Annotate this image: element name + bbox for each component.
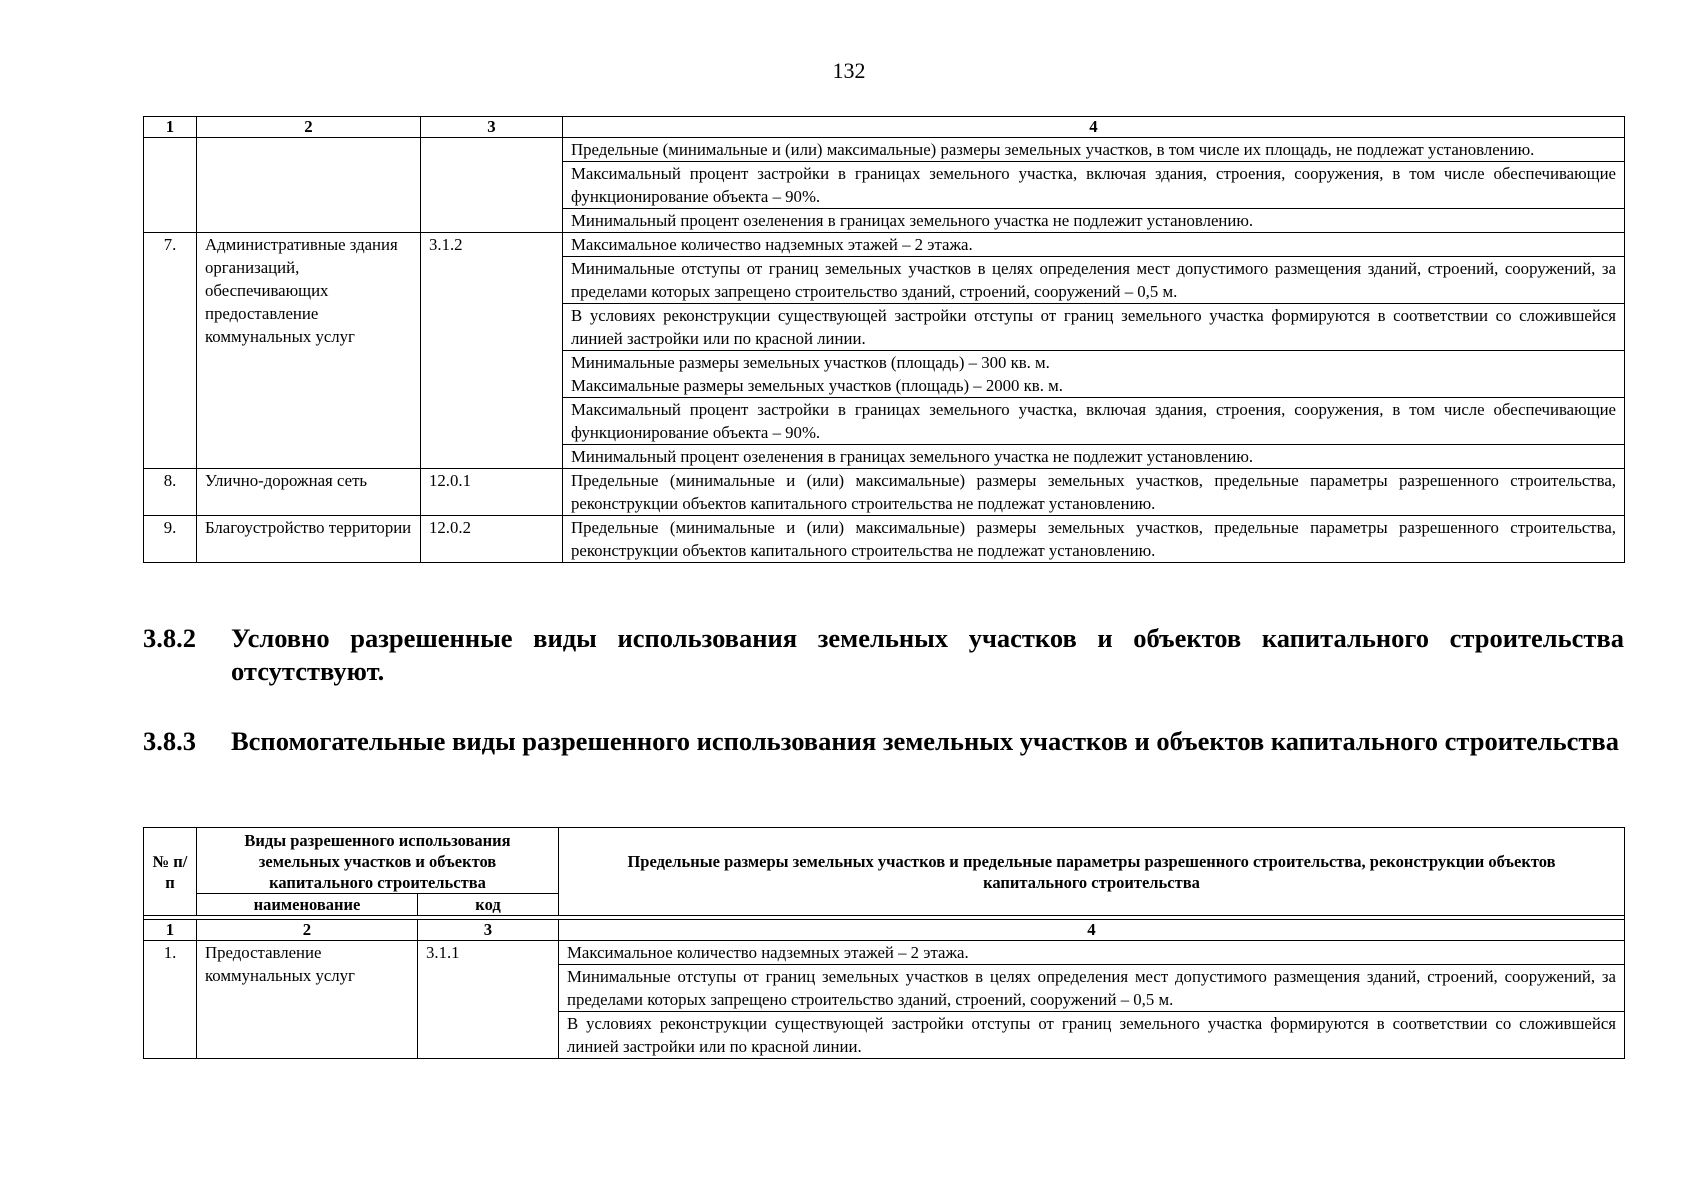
section-number: 3.8.2 <box>143 623 196 653</box>
use-name: Улично-дорожная сеть <box>197 469 421 516</box>
section-number: 3.8.3 <box>143 726 196 756</box>
param-cell: Минимальный процент озеленения в границах земельного участка не подлежит установлению. <box>563 209 1625 233</box>
column-number: 1 <box>144 117 197 138</box>
use-name: Административные здания организаций, обеспечивающих предоставление коммунальных услуг <box>197 233 421 469</box>
header-name: наименование <box>197 894 418 916</box>
use-name: Благоустройство территории <box>197 516 421 563</box>
param-cell: В условиях реконструкции существующей застройки отступы от границ земельного участка формируются в соответствии со сложившейся линией застройки или по красной линии. <box>563 304 1625 351</box>
param-cell: Максимальное количество надземных этажей – 2 этажа. <box>563 233 1625 257</box>
column-number: 1 <box>144 920 197 941</box>
param-cell: Предельные (минимальные и (или) максимальные) размеры земельных участков, в том числе их площадь, не подлежат установлению. <box>563 138 1625 162</box>
row-number: 8. <box>144 469 197 516</box>
use-code: 12.0.2 <box>421 516 563 563</box>
param-cell: Минимальные отступы от границ земельных участков в целях определения мест допустимого размещения зданий, строений, сооружений, за пределами которых запрещено строительство зданий, строений, сооружений – 0,5 м. <box>559 965 1625 1012</box>
table-row <box>144 233 1625 257</box>
param-cell: Минимальный процент озеленения в границах земельного участка не подлежит установлению. <box>563 445 1625 469</box>
row-number: 7. <box>144 233 197 469</box>
param-cell: Максимальный процент застройки в границах земельного участка, включая здания, строения, сооружения, в том числе обеспечивающие функционирование объекта – 90%. <box>563 398 1625 445</box>
header-limits: Предельные размеры земельных участков и предельные параметры разрешенного строительства, реконструкции объектов капитального строительства <box>559 828 1625 916</box>
column-number: 2 <box>197 117 421 138</box>
param-line: Максимальные размеры земельных участков (площадь) – 2000 кв. м. <box>571 376 1063 395</box>
table-row <box>144 138 1625 162</box>
column-number: 4 <box>559 920 1625 941</box>
header-number: № п/п <box>144 828 197 916</box>
column-number: 3 <box>421 117 563 138</box>
param-cell <box>563 351 1625 398</box>
auxiliary-uses-table <box>143 827 1625 1059</box>
column-number: 2 <box>197 920 418 941</box>
row-number: 9. <box>144 516 197 563</box>
column-number-row <box>144 920 1625 941</box>
section-heading-3-8-2 <box>143 622 1624 688</box>
use-code: 3.1.2 <box>421 233 563 469</box>
param-cell: Предельные (минимальные и (или) максимальные) размеры земельных участков, предельные параметры разрешенного строительства, реконструкции объектов капитального строительства не подлежат установлению. <box>563 516 1625 563</box>
param-cell: В условиях реконструкции существующей застройки отступы от границ земельного участка формируются в соответствии со сложившейся линией застройки или по красной линии. <box>559 1012 1625 1059</box>
table-row <box>144 469 1625 516</box>
section-heading-3-8-3 <box>143 725 1624 758</box>
main-uses-table <box>143 116 1625 563</box>
section-title: Условно разрешенные виды использования земельных участков и объектов капитального строительства отсутствуют. <box>231 623 1624 686</box>
column-number: 3 <box>418 920 559 941</box>
param-cell: Предельные (минимальные и (или) максимальные) размеры земельных участков, предельные параметры разрешенного строительства, реконструкции объектов капитального строительства не подлежат установлению. <box>563 469 1625 516</box>
column-number: 4 <box>563 117 1625 138</box>
param-cell: Максимальный процент застройки в границах земельного участка, включая здания, строения, сооружения, в том числе обеспечивающие функционирование объекта – 90%. <box>563 162 1625 209</box>
param-cell: Минимальные отступы от границ земельных участков в целях определения мест допустимого размещения зданий, строений, сооружений, за пределами которых запрещено строительство зданий, строений, сооружений – 0,5 м. <box>563 257 1625 304</box>
header-use-types: Виды разрешенного использования земельных участков и объектов капитального строительства <box>197 828 559 894</box>
param-cell: Максимальное количество надземных этажей – 2 этажа. <box>559 941 1625 965</box>
row-number: 1. <box>144 941 197 1059</box>
column-number-row <box>144 117 1625 138</box>
use-code: 12.0.1 <box>421 469 563 516</box>
use-code: 3.1.1 <box>418 941 559 1059</box>
page-number: 132 <box>832 58 866 83</box>
table-row <box>144 941 1625 965</box>
section-title: Вспомогательные виды разрешенного использования земельных участков и объектов капитального строительства <box>231 726 1619 756</box>
header-row <box>144 828 1625 894</box>
use-name: Предоставление коммунальных услуг <box>197 941 418 1059</box>
table-row <box>144 516 1625 563</box>
param-line: Минимальные размеры земельных участков (площадь) – 300 кв. м. <box>571 353 1050 372</box>
header-code: код <box>418 894 559 916</box>
